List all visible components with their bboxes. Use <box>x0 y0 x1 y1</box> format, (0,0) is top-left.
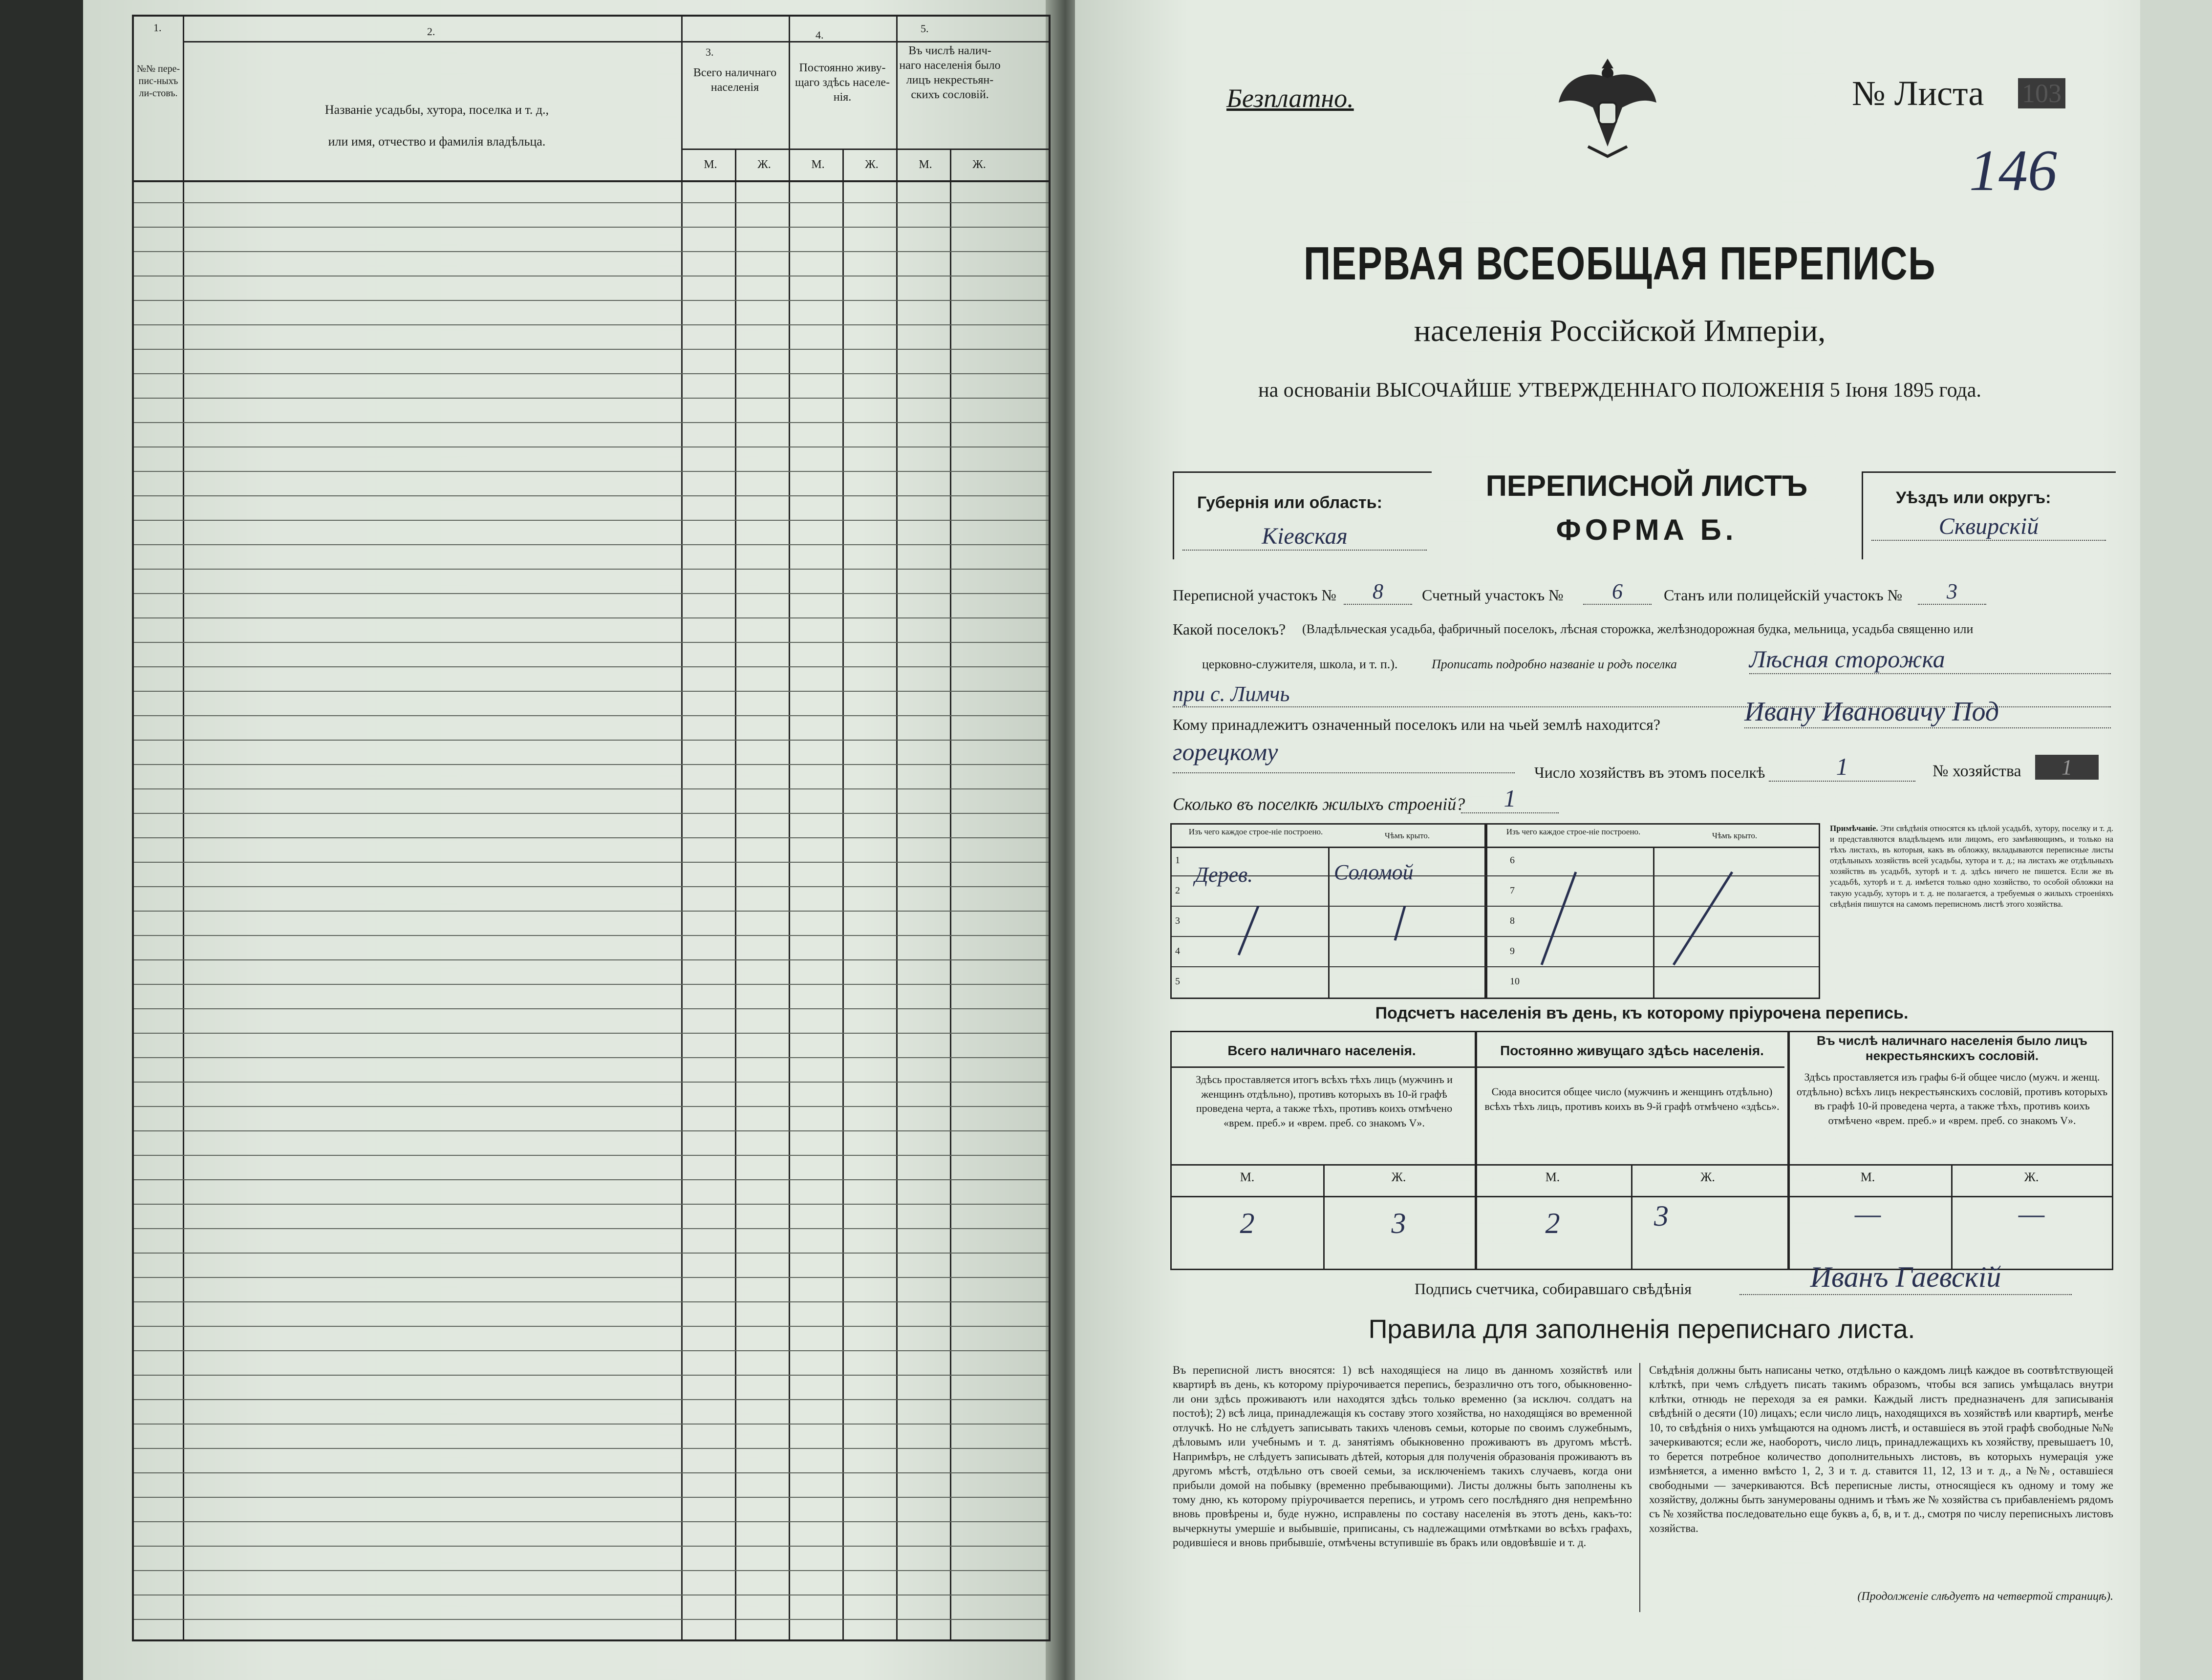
ledger-rule <box>134 886 1049 887</box>
bt-row-number: 8 <box>1510 915 1515 926</box>
count-c3-header: Въ числѣ наличнаго населенія было лицъ некрестьянскихъ сословій. <box>1816 1033 2088 1063</box>
ledger-rule <box>134 1179 1049 1180</box>
ledger-rule <box>134 471 1049 472</box>
owner-value-1: Ивану Ивановичу Под <box>1744 696 2111 728</box>
ct-divider <box>1172 1066 1784 1068</box>
bt-roof-header: Чѣмъ крыто. <box>1712 831 1758 840</box>
free-label: Безплатно. <box>1226 84 1354 113</box>
ledger-rule <box>134 1130 1049 1131</box>
note-title: Примѣчаніе. <box>1830 824 1878 833</box>
bt-strikeouts <box>1170 823 1820 999</box>
count-district-value: 6 <box>1583 579 1652 605</box>
signature-value: Иванъ Гаевскій <box>1740 1260 2072 1295</box>
ledger-rule <box>134 642 1049 643</box>
header-divider <box>681 149 1049 150</box>
bt-row-number: 2 <box>1175 885 1180 896</box>
ledger-rule <box>134 911 1049 912</box>
ledger-rule <box>134 617 1049 618</box>
ledger-rule <box>134 813 1049 814</box>
rules-right-text: Свѣдѣнія должны быть написаны четко, отдѣльно о каждомъ лицѣ каждое въ соотвѣтствующей клѣткѣ, при чемъ слѣдуетъ писать такимъ образомъ, чтобы вся запись умѣщалась внутри клѣтки, отнюдь не переходя за ея рамки. Каждый листъ предназначенъ для записыванія свѣдѣній о десяти (10) лицахъ; если число лицъ, находящихся въ хозяйствѣ или квартирѣ, менѣе 10, то свѣдѣнія о нихъ умѣщаются на одномъ листѣ, и оставшіеся въ этой графѣ свободные №№ зачеркиваются; если же, наоборотъ, число лицъ, принадлежащихъ къ хозяйству, превышаетъ 10, то берется потребное количество дополнительныхъ листовъ, въ которыхъ нумерація уже измѣняется, а именно вмѣсто 1, 2, 3 и т. д. ставится 11, 12, 13 и т. д., а №№, оставшіеся свободными — зачеркиваются. Всѣ переписные листы, относящіеся къ одному и тому же хозяйству, должны быть занумерованы однимъ и тѣмъ же № хозяйства съ прибавленіемъ рядомъ съ № хозяйства последовательно еще буквъ а, б, в, и т. д., смотря по числу переписныхъ листовъ хозяйства. <box>1649 1364 2113 1534</box>
ledger-rule <box>134 837 1049 838</box>
ledger-rule <box>134 422 1049 423</box>
note-block <box>1830 823 2113 910</box>
census-district-label: Переписной участокъ № <box>1173 586 1336 604</box>
count-title: Подсчетъ населенія въ день, къ которому пріурочена перепись. <box>1375 1004 1909 1022</box>
stan-value: 3 <box>1918 579 1986 605</box>
next-page-edge <box>2140 0 2212 1680</box>
ledger-rule <box>134 373 1049 374</box>
bt-row-number: 5 <box>1175 976 1180 987</box>
bt-material-header: Изъ чего каждое строе-ніе построено. <box>1188 827 1323 836</box>
count-m: М. <box>1240 1170 1255 1184</box>
col-number: 3. <box>706 46 714 58</box>
ledger-rule <box>134 324 1049 325</box>
ledger-rule <box>134 495 1049 496</box>
settlement-hint: (Владѣльческая усадьба, фабричный поселокъ, лѣсная сторожка, желѣзнодорожная будка, мельница, усадьба священно или <box>1302 622 1974 636</box>
page-title: ПЕРВАЯ ВСЕОБЩАЯ ПЕРЕПИСЬ <box>1303 237 1936 290</box>
ledger-rule <box>134 764 1049 765</box>
ledger-rule <box>134 788 1049 789</box>
buildings-label: Сколько въ поселкѣ жилыхъ строеній? <box>1173 794 1465 814</box>
ledger-rule <box>134 349 1049 350</box>
count-value: 3 <box>1654 1200 1669 1232</box>
rules-title: Правила для заполненія переписнаго листа. <box>1368 1315 1915 1344</box>
rules-continue: (Продолженіе слѣдуетъ на четвертой страницѣ). <box>1857 1590 2113 1603</box>
ledger-rule <box>134 1521 1049 1522</box>
count-c1-header: Всего наличнаго населенія. <box>1227 1043 1416 1058</box>
ledger-rule <box>134 1106 1049 1107</box>
list-title: ПЕРЕПИСНОЙ ЛИСТЪ <box>1485 469 1808 502</box>
guberniya-value: Кіевская <box>1182 523 1427 551</box>
ledger-rule <box>134 984 1049 985</box>
count-value: 2 <box>1545 1207 1560 1239</box>
ledger-rule <box>134 1350 1049 1351</box>
ledger-rule <box>134 544 1049 545</box>
bt-row1-roof: Соломой <box>1334 860 1414 884</box>
ledger-rule <box>134 300 1049 301</box>
page-subtitle: населенія Россійской Имперіи, <box>1414 313 1826 348</box>
count-c2-header: Постоянно живущаго здѣсь населенія. <box>1500 1043 1764 1058</box>
count-value: 3 <box>1391 1207 1406 1239</box>
ledger-rule <box>134 251 1049 252</box>
households-value: 1 <box>1769 752 1915 782</box>
count-zh: Ж. <box>2024 1170 2039 1184</box>
ledger-rule <box>134 569 1049 570</box>
uezd-label: Уѣздъ или округъ: <box>1896 489 2051 507</box>
ledger-rule <box>134 202 1049 203</box>
col-divider <box>735 149 736 1639</box>
count-c3-text: Здѣсь проставляется изъ графы 6-й общее число (мужч. и женщ. отдѣльно) всѣхъ лицъ некрестьянскихъ сословій, противъ которыхъ въ графѣ 10-й проведена черта, а также тѣхъ, противъ коихъ отмѣчено «врем. преб.» и «врем. преб. со знакомъ V». <box>1796 1071 2108 1127</box>
stan-label: Станъ или полицейскій участокъ № <box>1664 586 1903 604</box>
bt-row-number: 10 <box>1510 976 1520 987</box>
ledger-rule <box>134 1277 1049 1278</box>
col5-header: Въ числѣ налич-наго населенія было лицъ некрестьян-скихъ сословій. <box>899 44 1001 101</box>
ledger-table <box>132 15 1051 1641</box>
count-district-label: Счетный участокъ № <box>1422 586 1564 604</box>
ledger-rule <box>134 1472 1049 1473</box>
col1-header: №№ пере-пис-ныхъ ли-стовъ. <box>136 64 180 99</box>
dotted-line <box>1173 772 1515 773</box>
form-title: ФОРМА Б. <box>1556 513 1738 546</box>
ledger-rule <box>134 593 1049 594</box>
sub-zh: Ж. <box>757 158 771 171</box>
col-divider <box>896 17 898 1639</box>
buildings-value: 1 <box>1461 784 1559 813</box>
ledger-rule <box>134 398 1049 399</box>
uezd-value: Сквирскій <box>1871 513 2106 541</box>
col3-header: Всего наличнаго населенія <box>693 66 777 94</box>
count-value: — <box>1854 1197 1881 1230</box>
bt-row-number: 9 <box>1510 946 1515 957</box>
ledger-rule <box>134 1399 1049 1400</box>
ledger-rule <box>134 1057 1049 1058</box>
ledger-rule <box>134 740 1049 741</box>
ledger-rule <box>134 935 1049 936</box>
ledger-rule <box>134 1497 1049 1498</box>
ledger-rule <box>134 1008 1049 1009</box>
ledger-rule <box>134 1619 1049 1620</box>
ct-divider <box>1787 1032 1790 1269</box>
ledger-rule <box>134 1448 1049 1449</box>
col-number: 2. <box>427 25 435 38</box>
ct-divider <box>1172 1164 2112 1166</box>
note-text: Эти свѣдѣнія относятся къ цѣлой усадьбѣ, хутору, поселку и т. д. и представляются владѣльцемъ или лицомъ, его замѣняющимъ, и только на тѣхъ листахъ, въ которыя, какъ въ обложку, вкладываются переписные листы отдѣльныхъ хозяйствъ всей усадьбы, хутора и т. д.; на листахъ же отдѣльныхъ хозяйствъ въ усадьбѣ, хуторѣ и т. д. здѣсь ничего не пишется. Если же въ усадьбѣ, хуторѣ и т. д. имѣется только одно хозяйство, то особой обложки на такую усадьбу, хуторъ и т. д. не полагается, а требуемыя о жилыхъ строеніяхъ свѣдѣнія пишутся на самомъ переписномъ листѣ этого хозяйства. <box>1830 824 2114 909</box>
col4-header: Постоянно живу-щаго здѣсь населе-нія. <box>795 62 890 104</box>
sub-zh: Ж. <box>972 158 986 171</box>
count-m: М. <box>1545 1170 1560 1184</box>
count-value: 2 <box>1240 1207 1255 1239</box>
household-no-value: 1 <box>2035 755 2099 780</box>
col-number: 4. <box>816 29 824 41</box>
ledger-rule <box>134 1033 1049 1034</box>
col-divider <box>842 149 844 1639</box>
count-zh: Ж. <box>1700 1170 1715 1184</box>
sheet-no-label: № Листа <box>1852 74 1984 113</box>
bt-row-number: 1 <box>1175 855 1180 866</box>
ledger-rule <box>134 691 1049 692</box>
ledger-rule <box>134 1253 1049 1254</box>
settlement-value-2: при с. Лимчь <box>1173 681 2111 707</box>
col-divider <box>681 17 683 1639</box>
ledger-rule <box>134 1301 1049 1302</box>
household-no-label: № хозяйства <box>1933 762 2021 780</box>
col2-header-line2: или имя, отчество и фамилія владѣльца. <box>328 134 546 149</box>
settlement-question: Какой поселокъ? <box>1173 620 1286 638</box>
col2-header-line1: Названіе усадьбы, хутора, поселка и т. д., <box>324 103 549 117</box>
bt-material-header: Изъ чего каждое строе-ніе построено. <box>1506 827 1641 836</box>
ledger-rule <box>134 666 1049 667</box>
rules-left-text: Въ переписной листъ вносятся: 1) всѣ находящіеся на лицо въ данномъ хозяйствѣ или квартирѣ въ день, къ которому пріурочивается перепись, безразлично отъ того, обыкновенно-ли они здѣсь проживаютъ или находятся здѣсь только временно (за исключ. солдатъ на постоѣ); 2) всѣ лица, принадлежащія къ составу этого хозяйства, но находящіяся во временной отлучкѣ. Но не слѣдуетъ записывать такихъ членовъ семьи, которые по своимъ служебнымъ, дѣловымъ или учебнымъ и т. д. занятіямъ обыкновенно проживаютъ въ другомъ мѣстѣ. Напримѣръ, не слѣдуетъ записывать дѣтей, которыя для полученія образованія проживаютъ въ другомъ мѣстѣ, отдѣльно отъ своей семьи, за исключеніемъ такихъ случаевъ, когда они прибыли домой на побывку (временно пребывающими). Листы должны быть заполнены къ тому дню, къ которому пріурочивается перепись, и утромъ сего послѣдняго дня непремѣнно вновь провѣрены и, буде нужно, исправлены по составу населенія въ этотъ день, какъ-то: вычеркнуты умершіе и выбывшіе, приписаны, съ надлежащими отмѣтками во всѣхъ графахъ, родившіеся и вновь прибывшіе, отмѣчены вступившіе въ бракъ или овдовѣвшіе и т. д. <box>1173 1364 1632 1549</box>
col-divider <box>183 17 184 1639</box>
ledger-rule <box>134 862 1049 863</box>
guberniya-label: Губернія или область: <box>1197 493 1382 512</box>
count-c1-text: Здѣсь проставляется итогъ всѣхъ тѣхъ лицъ (мужчинъ и женщинъ отдѣльно), противъ которыхъ въ 10-й графѣ проведена черта, а также тѣхъ, противъ коихъ отмѣчено «врем. преб.» и «врем. преб. со знакомъ V». <box>1196 1073 1453 1129</box>
owner-label: Кому принадлежитъ означенный поселокъ или на чьей землѣ находится? <box>1173 716 1660 733</box>
ledger-rule <box>134 1570 1049 1571</box>
header-bottom <box>134 180 1049 182</box>
ledger-rule <box>134 715 1049 716</box>
sub-m: М. <box>811 158 825 171</box>
signature-label: Подпись счетчика, собиравшаго свѣдѣнія <box>1415 1280 1692 1297</box>
ledger-rule <box>134 959 1049 960</box>
ledger-rule <box>134 1546 1049 1547</box>
sub-m: М. <box>704 158 717 171</box>
settlement-hint2: церковно-служителя, школа, и т. п.). <box>1202 657 1398 671</box>
col-number: 1. <box>153 21 162 34</box>
ledger-rule <box>134 1082 1049 1083</box>
households-label: Число хозяйствъ въ этомъ поселкѣ <box>1534 764 1765 781</box>
bt-row-number: 3 <box>1175 915 1180 926</box>
census-district-value: 8 <box>1344 579 1412 605</box>
ledger-rule <box>134 520 1049 521</box>
count-c2-text: Сюда вносится общее число (мужчинъ и женщинъ отдѣльно) всѣхъ тѣхъ лицъ, противъ коихъ въ 9-й графѣ отмѣчено «здѣсь». <box>1484 1085 1780 1112</box>
ledger-rule <box>134 1375 1049 1376</box>
ledger-rule <box>134 1424 1049 1425</box>
ledger-rule <box>134 1326 1049 1327</box>
count-zh: Ж. <box>1391 1170 1406 1184</box>
sheet-no-value: 103 <box>2018 78 2065 108</box>
ledger-rule <box>134 1155 1049 1156</box>
ledger-rule <box>134 1228 1049 1229</box>
settlement-value-1: Лѣсная сторожка <box>1749 645 2111 674</box>
count-value: — <box>2018 1197 2045 1230</box>
ledger-rule <box>134 1204 1049 1205</box>
bt-row-number: 4 <box>1175 946 1180 957</box>
eagle-emblem <box>1554 49 1661 161</box>
handwritten-number: 146 <box>1969 138 2057 203</box>
bt-row-number: 6 <box>1510 855 1515 866</box>
basis-line: на основаніи ВЫСОЧАЙШЕ УТВЕРЖДЕННАГО ПОЛОЖЕНІЯ 5 Іюня 1895 года. <box>1258 379 1981 402</box>
col-divider <box>789 17 790 1639</box>
sub-m: М. <box>919 158 932 171</box>
count-m: М. <box>1860 1170 1875 1184</box>
col-number: 5. <box>921 22 929 35</box>
col-divider <box>950 149 951 1639</box>
settlement-hint3: Прописать подробно названіе и родъ поселка <box>1432 657 1677 671</box>
owner-value-2: горецкому <box>1173 738 1278 766</box>
bt-roof-header: Чѣмъ крыто. <box>1384 831 1430 840</box>
bt-row-number: 7 <box>1510 885 1515 896</box>
bt-row1-material: Дерев. <box>1195 863 1253 887</box>
sub-zh: Ж. <box>865 158 879 171</box>
ledger-rule <box>134 227 1049 228</box>
rules-divider <box>1639 1363 1640 1612</box>
header-divider <box>183 41 1049 43</box>
